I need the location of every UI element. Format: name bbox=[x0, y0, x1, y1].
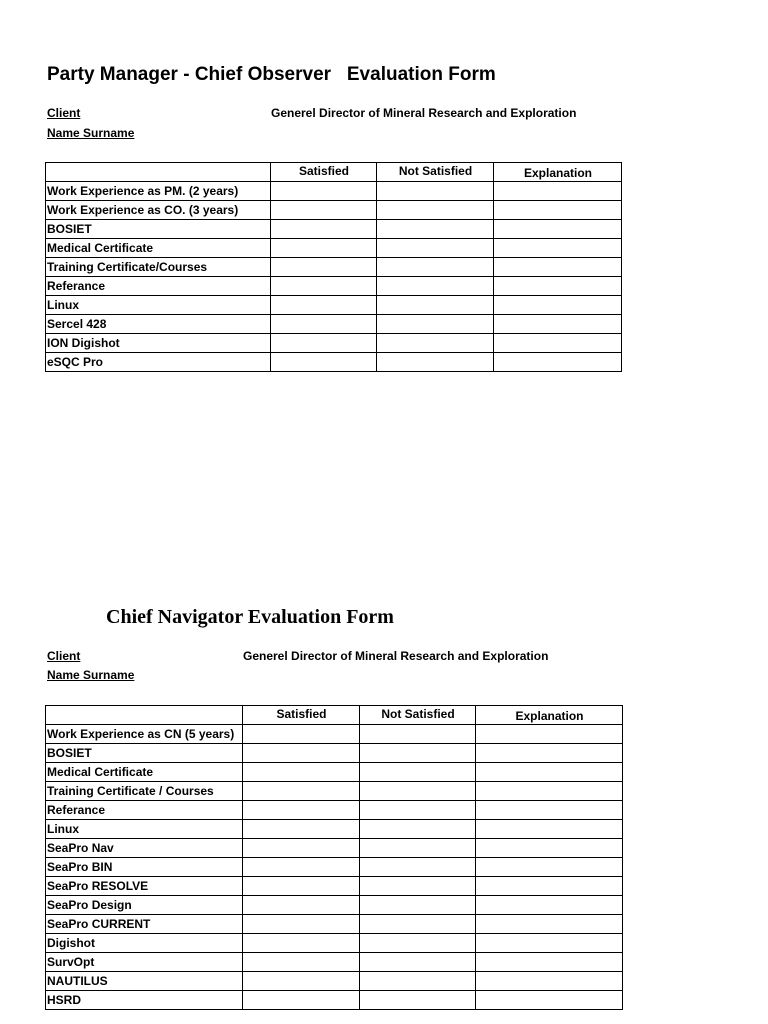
not-satisfied-cell[interactable] bbox=[360, 953, 476, 972]
explanation-cell[interactable] bbox=[494, 201, 622, 220]
table-row bbox=[46, 182, 622, 201]
satisfied-cell[interactable] bbox=[271, 277, 377, 296]
criterion-label: SeaPro Design bbox=[46, 896, 243, 915]
not-satisfied-cell[interactable] bbox=[377, 182, 494, 201]
criterion-label: Training Certificate / Courses bbox=[46, 782, 243, 801]
not-satisfied-cell[interactable] bbox=[377, 277, 494, 296]
table-row bbox=[46, 820, 623, 839]
satisfied-cell[interactable] bbox=[243, 801, 360, 820]
form1-client-label: Client bbox=[47, 106, 81, 120]
satisfied-cell[interactable] bbox=[243, 858, 360, 877]
not-satisfied-cell[interactable] bbox=[377, 353, 494, 372]
header-satisfied: Satisfied bbox=[243, 706, 360, 725]
table-row bbox=[46, 277, 622, 296]
header-explanation: Explanation bbox=[494, 163, 622, 182]
table-row bbox=[46, 991, 623, 1010]
table-row bbox=[46, 353, 622, 372]
table-row bbox=[46, 239, 622, 258]
satisfied-cell[interactable] bbox=[243, 915, 360, 934]
criterion-label: SurvOpt bbox=[46, 953, 243, 972]
not-satisfied-cell[interactable] bbox=[360, 991, 476, 1010]
not-satisfied-cell[interactable] bbox=[360, 896, 476, 915]
explanation-cell[interactable] bbox=[476, 991, 623, 1010]
not-satisfied-cell[interactable] bbox=[360, 934, 476, 953]
explanation-cell[interactable] bbox=[476, 915, 623, 934]
satisfied-cell[interactable] bbox=[271, 182, 377, 201]
table-row bbox=[46, 334, 622, 353]
criterion-label: Work Experience as CN (5 years) bbox=[46, 725, 243, 744]
satisfied-cell[interactable] bbox=[271, 220, 377, 239]
not-satisfied-cell[interactable] bbox=[360, 763, 476, 782]
satisfied-cell[interactable] bbox=[243, 991, 360, 1010]
criterion-label: Referance bbox=[46, 277, 271, 296]
table-row bbox=[46, 934, 623, 953]
table-row bbox=[46, 953, 623, 972]
satisfied-cell[interactable] bbox=[243, 782, 360, 801]
explanation-cell[interactable] bbox=[476, 972, 623, 991]
criterion-label: Sercel 428 bbox=[46, 315, 271, 334]
satisfied-cell[interactable] bbox=[243, 839, 360, 858]
criterion-label: eSQC Pro bbox=[46, 353, 271, 372]
explanation-cell[interactable] bbox=[494, 315, 622, 334]
table-row bbox=[46, 839, 623, 858]
satisfied-cell[interactable] bbox=[243, 763, 360, 782]
satisfied-cell[interactable] bbox=[243, 744, 360, 763]
satisfied-cell[interactable] bbox=[271, 334, 377, 353]
form2-evaluation-table bbox=[45, 705, 623, 1010]
not-satisfied-cell[interactable] bbox=[377, 220, 494, 239]
not-satisfied-cell[interactable] bbox=[360, 858, 476, 877]
criterion-label: ION Digishot bbox=[46, 334, 271, 353]
not-satisfied-cell[interactable] bbox=[377, 239, 494, 258]
not-satisfied-cell[interactable] bbox=[360, 820, 476, 839]
criterion-label: HSRD bbox=[46, 991, 243, 1010]
header-not-satisfied: Not Satisfied bbox=[377, 163, 494, 182]
criterion-label: SeaPro Nav bbox=[46, 839, 243, 858]
criterion-label: SeaPro CURRENT bbox=[46, 915, 243, 934]
form2-client-label: Client bbox=[47, 649, 81, 663]
criterion-label: SeaPro BIN bbox=[46, 858, 243, 877]
header-explanation: Explanation bbox=[476, 706, 623, 725]
table-row bbox=[46, 725, 623, 744]
explanation-cell[interactable] bbox=[476, 896, 623, 915]
satisfied-cell[interactable] bbox=[243, 820, 360, 839]
not-satisfied-cell[interactable] bbox=[360, 725, 476, 744]
not-satisfied-cell[interactable] bbox=[377, 258, 494, 277]
table-row bbox=[46, 201, 622, 220]
explanation-cell[interactable] bbox=[494, 296, 622, 315]
criterion-label: BOSIET bbox=[46, 220, 271, 239]
criterion-label: BOSIET bbox=[46, 744, 243, 763]
not-satisfied-cell[interactable] bbox=[360, 744, 476, 763]
form1-client-value: Generel Director of Mineral Research and Exploration bbox=[271, 106, 577, 120]
header-satisfied: Satisfied bbox=[271, 163, 377, 182]
table-row bbox=[46, 220, 622, 239]
satisfied-cell[interactable] bbox=[271, 239, 377, 258]
explanation-cell[interactable] bbox=[494, 353, 622, 372]
satisfied-cell[interactable] bbox=[243, 896, 360, 915]
table-row bbox=[46, 877, 623, 896]
table-row bbox=[46, 801, 623, 820]
table-row bbox=[46, 972, 623, 991]
criterion-label: Referance bbox=[46, 801, 243, 820]
header-not-satisfied: Not Satisfied bbox=[360, 706, 476, 725]
explanation-cell[interactable] bbox=[476, 782, 623, 801]
criterion-label: Training Certificate/Courses bbox=[46, 258, 271, 277]
not-satisfied-cell[interactable] bbox=[360, 782, 476, 801]
form1-evaluation-table bbox=[45, 162, 622, 372]
header-blank-cell bbox=[46, 706, 243, 725]
not-satisfied-cell[interactable] bbox=[377, 296, 494, 315]
table-row bbox=[46, 744, 623, 763]
explanation-cell[interactable] bbox=[494, 334, 622, 353]
explanation-cell[interactable] bbox=[476, 744, 623, 763]
form2-client-value: Generel Director of Mineral Research and Exploration bbox=[243, 649, 549, 663]
table-row bbox=[46, 858, 623, 877]
satisfied-cell[interactable] bbox=[271, 315, 377, 334]
explanation-cell[interactable] bbox=[494, 239, 622, 258]
explanation-cell[interactable] bbox=[476, 934, 623, 953]
explanation-cell[interactable] bbox=[476, 763, 623, 782]
criterion-label: Digishot bbox=[46, 934, 243, 953]
not-satisfied-cell[interactable] bbox=[360, 877, 476, 896]
not-satisfied-cell[interactable] bbox=[360, 972, 476, 991]
header-blank-cell bbox=[46, 163, 271, 182]
explanation-cell[interactable] bbox=[476, 801, 623, 820]
explanation-cell[interactable] bbox=[494, 220, 622, 239]
satisfied-cell[interactable] bbox=[243, 877, 360, 896]
form1-title: Party Manager - Chief Observer Evaluation Form bbox=[47, 64, 496, 85]
satisfied-cell[interactable] bbox=[243, 972, 360, 991]
criterion-label: NAUTILUS bbox=[46, 972, 243, 991]
satisfied-cell[interactable] bbox=[271, 201, 377, 220]
explanation-cell[interactable] bbox=[494, 258, 622, 277]
criterion-label: Linux bbox=[46, 296, 271, 315]
explanation-cell[interactable] bbox=[476, 839, 623, 858]
criterion-label: SeaPro RESOLVE bbox=[46, 877, 243, 896]
not-satisfied-cell[interactable] bbox=[377, 201, 494, 220]
table-header-row bbox=[46, 163, 622, 182]
table-header-row bbox=[46, 706, 623, 725]
table-row bbox=[46, 896, 623, 915]
not-satisfied-cell[interactable] bbox=[377, 315, 494, 334]
criterion-label: Medical Certificate bbox=[46, 239, 271, 258]
explanation-cell[interactable] bbox=[476, 858, 623, 877]
table-row bbox=[46, 915, 623, 934]
explanation-cell[interactable] bbox=[476, 725, 623, 744]
form2-name-label: Name Surname bbox=[47, 668, 135, 682]
satisfied-cell[interactable] bbox=[243, 934, 360, 953]
table-row bbox=[46, 315, 622, 334]
satisfied-cell[interactable] bbox=[271, 353, 377, 372]
table-row bbox=[46, 763, 623, 782]
criterion-label: Linux bbox=[46, 820, 243, 839]
explanation-cell[interactable] bbox=[476, 820, 623, 839]
not-satisfied-cell[interactable] bbox=[360, 801, 476, 820]
explanation-cell[interactable] bbox=[494, 277, 622, 296]
satisfied-cell[interactable] bbox=[271, 258, 377, 277]
table-row bbox=[46, 258, 622, 277]
criterion-label: Work Experience as PM. (2 years) bbox=[46, 182, 271, 201]
form1-name-label: Name Surname bbox=[47, 126, 135, 140]
table-row bbox=[46, 782, 623, 801]
criterion-label: Work Experience as CO. (3 years) bbox=[46, 201, 271, 220]
table-row bbox=[46, 296, 622, 315]
explanation-cell[interactable] bbox=[494, 182, 622, 201]
satisfied-cell[interactable] bbox=[271, 296, 377, 315]
satisfied-cell[interactable] bbox=[243, 725, 360, 744]
explanation-cell[interactable] bbox=[476, 877, 623, 896]
satisfied-cell[interactable] bbox=[243, 953, 360, 972]
not-satisfied-cell[interactable] bbox=[377, 334, 494, 353]
not-satisfied-cell[interactable] bbox=[360, 839, 476, 858]
explanation-cell[interactable] bbox=[476, 953, 623, 972]
criterion-label: Medical Certificate bbox=[46, 763, 243, 782]
not-satisfied-cell[interactable] bbox=[360, 915, 476, 934]
form2-title: Chief Navigator Evaluation Form bbox=[106, 606, 394, 628]
